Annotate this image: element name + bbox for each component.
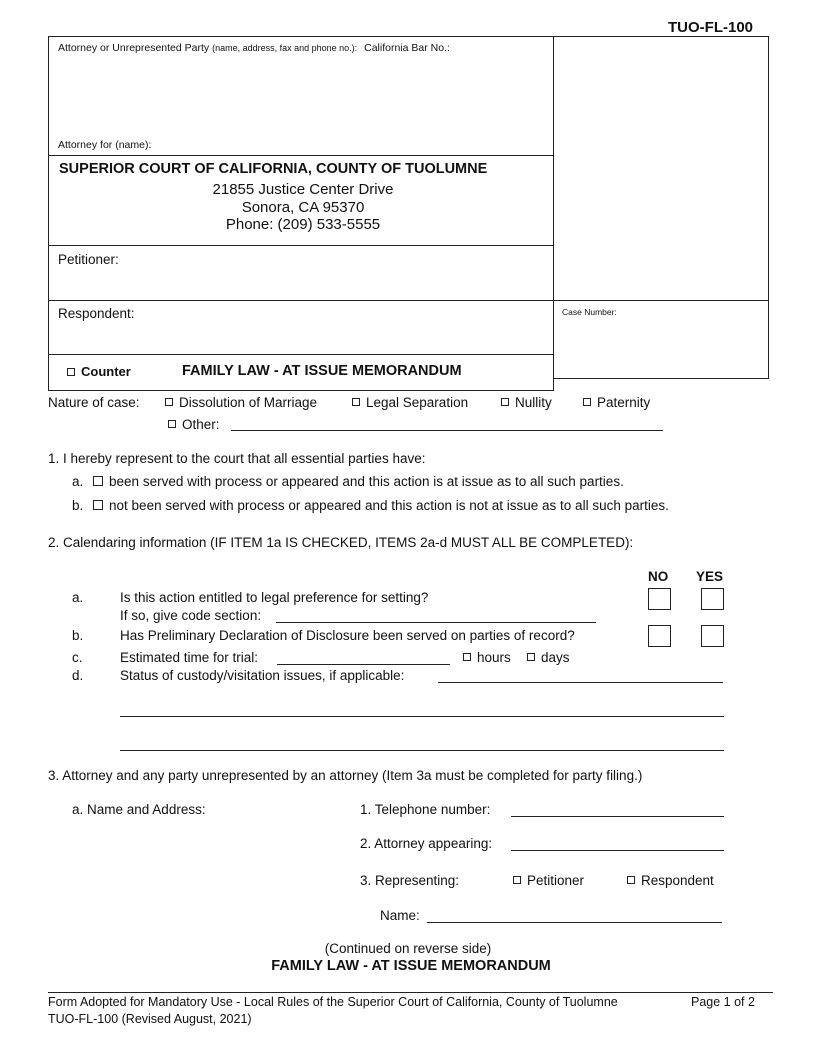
item2b-text: Has Preliminary Declaration of Disclosure been served on parties of record?	[120, 628, 575, 643]
court-address	[48, 181, 558, 234]
nature-label: Nature of case:	[48, 395, 140, 410]
item2a-num: a.	[72, 590, 84, 605]
option-label: Other:	[182, 417, 220, 432]
court-name: SUPERIOR COURT OF CALIFORNIA, COUNTY OF TUOLUMNE	[59, 161, 488, 177]
item2a-yes-checkbox[interactable]	[701, 588, 724, 610]
attorney-for-label: Attorney for (name):	[58, 139, 152, 151]
continued-note: (Continued on reverse side)	[324, 941, 492, 956]
representing-label: 3. Representing:	[360, 873, 460, 888]
checkbox-icon	[527, 653, 535, 661]
footer-rule	[48, 992, 773, 993]
attorney-appearing-line[interactable]	[511, 850, 724, 851]
divider	[48, 354, 553, 355]
option-label: Respondent	[641, 873, 714, 888]
option-label: Legal Separation	[366, 395, 469, 410]
custody-line[interactable]	[120, 750, 724, 751]
no-header: NO	[648, 569, 669, 584]
caption-right-box	[553, 36, 769, 379]
divider	[48, 155, 553, 156]
item2d-text: Status of custody/visitation issues, if applicable:	[120, 668, 405, 683]
checkbox-icon	[352, 398, 360, 406]
custody-line[interactable]	[438, 682, 723, 683]
name-address-label: a. Name and Address:	[72, 802, 206, 817]
nature-legal-separation[interactable]	[352, 395, 468, 410]
custody-line[interactable]	[120, 716, 724, 717]
divider	[48, 300, 768, 301]
item1a[interactable]	[72, 474, 624, 489]
court-street: 21855 Justice Center Drive	[212, 181, 394, 198]
footer-revised: TUO-FL-100 (Revised August, 2021)	[48, 1012, 252, 1026]
representing-respondent[interactable]	[627, 873, 714, 888]
item2-text: 2. Calendaring information (IF ITEM 1a IS CHECKED, ITEMS 2a-d MUST ALL BE COMPLETED):	[48, 535, 634, 550]
item2a-no-checkbox[interactable]	[648, 588, 671, 610]
days-option[interactable]	[527, 650, 570, 665]
attorney-label: Attorney or Unrepresented Party	[58, 42, 210, 54]
item2a-text: Is this action entitled to legal preference for setting?	[120, 590, 429, 605]
page-number: Page 1 of 2	[691, 995, 755, 1009]
checkbox-icon	[67, 368, 75, 376]
court-city: Sonora, CA 95370	[241, 198, 365, 216]
checkbox-icon	[463, 653, 471, 661]
bar-number-label: California Bar No.:	[364, 42, 450, 54]
nature-nullity[interactable]	[501, 395, 552, 410]
form-id: TUO-FL-100	[668, 19, 754, 36]
option-label: Nullity	[515, 395, 552, 410]
attorney-appearing-label: 2. Attorney appearing:	[360, 836, 493, 851]
form-title: FAMILY LAW - AT ISSUE MEMORANDUM	[182, 363, 462, 379]
representing-petitioner[interactable]	[513, 873, 584, 888]
checkbox-icon	[627, 876, 635, 884]
item1-text: 1. I hereby represent to the court that all essential parties have:	[48, 451, 426, 466]
case-number-label: Case Number:	[562, 307, 617, 317]
item2a-sub: If so, give code section:	[120, 608, 262, 623]
attorney-label-detail: (name, address, fax and phone no.):	[212, 43, 358, 53]
respondent-label: Respondent:	[58, 306, 135, 321]
option-label: days	[541, 650, 570, 665]
telephone-line[interactable]	[511, 816, 724, 817]
item2b-yes-checkbox[interactable]	[701, 625, 724, 647]
checkbox-icon	[583, 398, 591, 406]
nature-other[interactable]	[168, 417, 220, 432]
option-label: Paternity	[597, 395, 651, 410]
item2b-num: b.	[72, 628, 84, 643]
option-label: hours	[477, 650, 511, 665]
counter-label: Counter	[81, 364, 131, 379]
item2c-num: c.	[72, 650, 83, 665]
trial-time-line[interactable]	[277, 664, 450, 665]
item1b-text: not been served with process or appeared and this action is not at issue as to all such parties.	[109, 498, 669, 513]
option-label: Petitioner	[527, 873, 585, 888]
option-label: Dissolution of Marriage	[179, 395, 318, 410]
petitioner-label: Petitioner:	[58, 252, 119, 267]
counter-checkbox[interactable]	[67, 364, 131, 379]
item-number: b.	[72, 498, 84, 513]
checkbox-icon	[93, 476, 103, 486]
checkbox-icon	[513, 876, 521, 884]
checkbox-icon	[93, 500, 103, 510]
item2d-num: d.	[72, 668, 84, 683]
hours-option[interactable]	[463, 650, 511, 665]
divider	[48, 245, 553, 246]
code-section-line[interactable]	[276, 622, 596, 623]
other-input-line[interactable]	[231, 430, 663, 431]
telephone-label: 1. Telephone number:	[360, 802, 491, 817]
footer-title: FAMILY LAW - AT ISSUE MEMORANDUM	[271, 958, 551, 974]
item-number: a.	[72, 474, 84, 489]
item1a-text: been served with process or appeared and this action is at issue as to all such parties.	[109, 474, 624, 489]
item1b[interactable]	[72, 498, 669, 513]
attorney-field[interactable]	[58, 42, 450, 54]
checkbox-icon	[168, 420, 176, 428]
name-line[interactable]	[427, 922, 722, 923]
footer-adopted: Form Adopted for Mandatory Use - Local Rules of the Superior Court of California, County of Tuolumne	[48, 995, 618, 1009]
yes-header: YES	[696, 569, 724, 584]
checkbox-icon	[165, 398, 173, 406]
court-phone: Phone: (209) 533-5555	[225, 216, 381, 233]
checkbox-icon	[501, 398, 509, 406]
item2c-text: Estimated time for trial:	[120, 650, 259, 665]
nature-dissolution[interactable]	[165, 395, 317, 410]
item3-text: 3. Attorney and any party unrepresented by an attorney (Item 3a must be completed for party filing.)	[48, 768, 643, 783]
nature-paternity[interactable]	[583, 395, 650, 410]
name-label: Name:	[380, 908, 420, 923]
item2b-no-checkbox[interactable]	[648, 625, 671, 647]
